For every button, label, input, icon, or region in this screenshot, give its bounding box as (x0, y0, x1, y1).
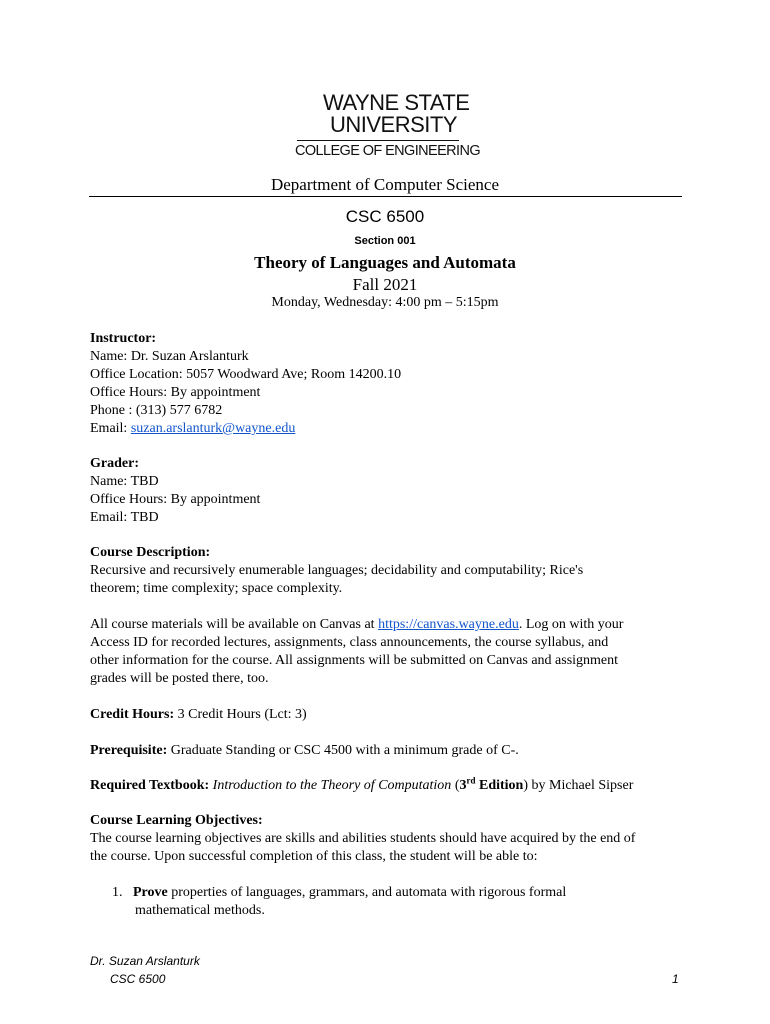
objectives-heading: Course Learning Objectives: (90, 813, 263, 828)
materials-block (90, 616, 690, 688)
university-logo (293, 90, 481, 164)
course-term: Fall 2021 (352, 275, 418, 294)
footer-author: Dr. Suzan Arslanturk (90, 954, 200, 968)
materials-line-4: grades will be posted there, too. (90, 671, 269, 686)
materials-pre: All course materials will be available on Canvas at (90, 617, 379, 632)
page-number: 1 (672, 972, 679, 986)
logo-divider (297, 140, 459, 141)
instructor-phone: Phone : (313) 577 6782 (90, 403, 223, 418)
instructor-office: Office Location: 5057 Woodward Ave; Room 14200.10 (90, 367, 402, 382)
grader-block (90, 455, 690, 527)
textbook-open: ( (451, 778, 460, 793)
objectives-block (90, 812, 690, 866)
materials-post: . Log on with your (518, 617, 624, 632)
prerequisite (90, 742, 690, 760)
textbook-close: ) by Michael Sipser (523, 778, 634, 793)
logo-line-1: WAYNE STATE (323, 90, 470, 115)
textbook-title: Introduction to the Theory of Computation (212, 778, 452, 793)
description-block (90, 544, 690, 598)
canvas-link[interactable]: https://canvas.wayne.edu (378, 617, 519, 632)
materials-line-3: other information for the course. All assignments will be submitted on Canvas and assignment (90, 653, 619, 668)
list-item (112, 884, 566, 920)
textbook-edition: 3rd Edition (459, 775, 524, 793)
grader-hours: Office Hours: By appointment (90, 492, 261, 507)
instructor-block (90, 330, 690, 438)
description-heading: Course Description: (90, 545, 211, 560)
list-item-number: 1. (112, 885, 123, 900)
credit-value: 3 Credit Hours (Lct: 3) (174, 707, 307, 722)
course-schedule: Monday, Wednesday: 4:00 pm – 5:15pm (271, 295, 499, 310)
required-textbook (90, 777, 690, 795)
grader-email: Email: TBD (90, 510, 159, 525)
header-divider (89, 196, 682, 197)
credit-label: Credit Hours: (90, 707, 175, 722)
credit-hours (90, 706, 690, 724)
objectives-line-2: the course. Upon successful completion of this class, the student will be able to: (90, 849, 538, 864)
logo-line-3: COLLEGE OF ENGINEERING (295, 143, 481, 159)
course-title: Theory of Languages and Automata (254, 253, 516, 272)
materials-line-1 (90, 616, 690, 634)
grader-name: Name: TBD (90, 474, 159, 489)
instructor-hours: Office Hours: By appointment (90, 385, 261, 400)
grader-heading: Grader: (90, 456, 139, 471)
list-item-verb: Prove (133, 885, 168, 900)
materials-line-2: Access ID for recorded lectures, assignments, class announcements, the course syllabus, and (90, 635, 609, 650)
prereq-value: Graduate Standing or CSC 4500 with a minimum grade of C-. (167, 743, 519, 758)
description-line-1: Recursive and recursively enumerable languages; decidability and computability; Rice's (90, 563, 584, 578)
instructor-email-label: Email: (90, 421, 131, 436)
instructor-heading: Instructor: (90, 331, 157, 346)
objectives-line-1: The course learning objectives are skills and abilities students should have acquired by the end of (90, 831, 636, 846)
instructor-email-line (90, 420, 690, 438)
course-code: CSC 6500 (345, 207, 425, 226)
textbook-label: Required Textbook: (90, 778, 210, 793)
list-item-text: properties of languages, grammars, and automata with rigorous formal (167, 885, 567, 900)
course-section: Section 001 (354, 235, 416, 247)
instructor-email-link[interactable]: suzan.arslanturk@wayne.edu (130, 421, 296, 436)
footer-course: CSC 6500 (110, 972, 166, 986)
prereq-label: Prerequisite: (90, 743, 168, 758)
logo-line-2: UNIVERSITY (330, 112, 458, 137)
department-name: Department of Computer Science (270, 175, 499, 194)
description-line-2: theorem; time complexity; space complexity. (90, 581, 343, 596)
instructor-name: Name: Dr. Suzan Arslanturk (90, 349, 249, 364)
list-item-text-line-2: mathematical methods. (135, 903, 265, 918)
